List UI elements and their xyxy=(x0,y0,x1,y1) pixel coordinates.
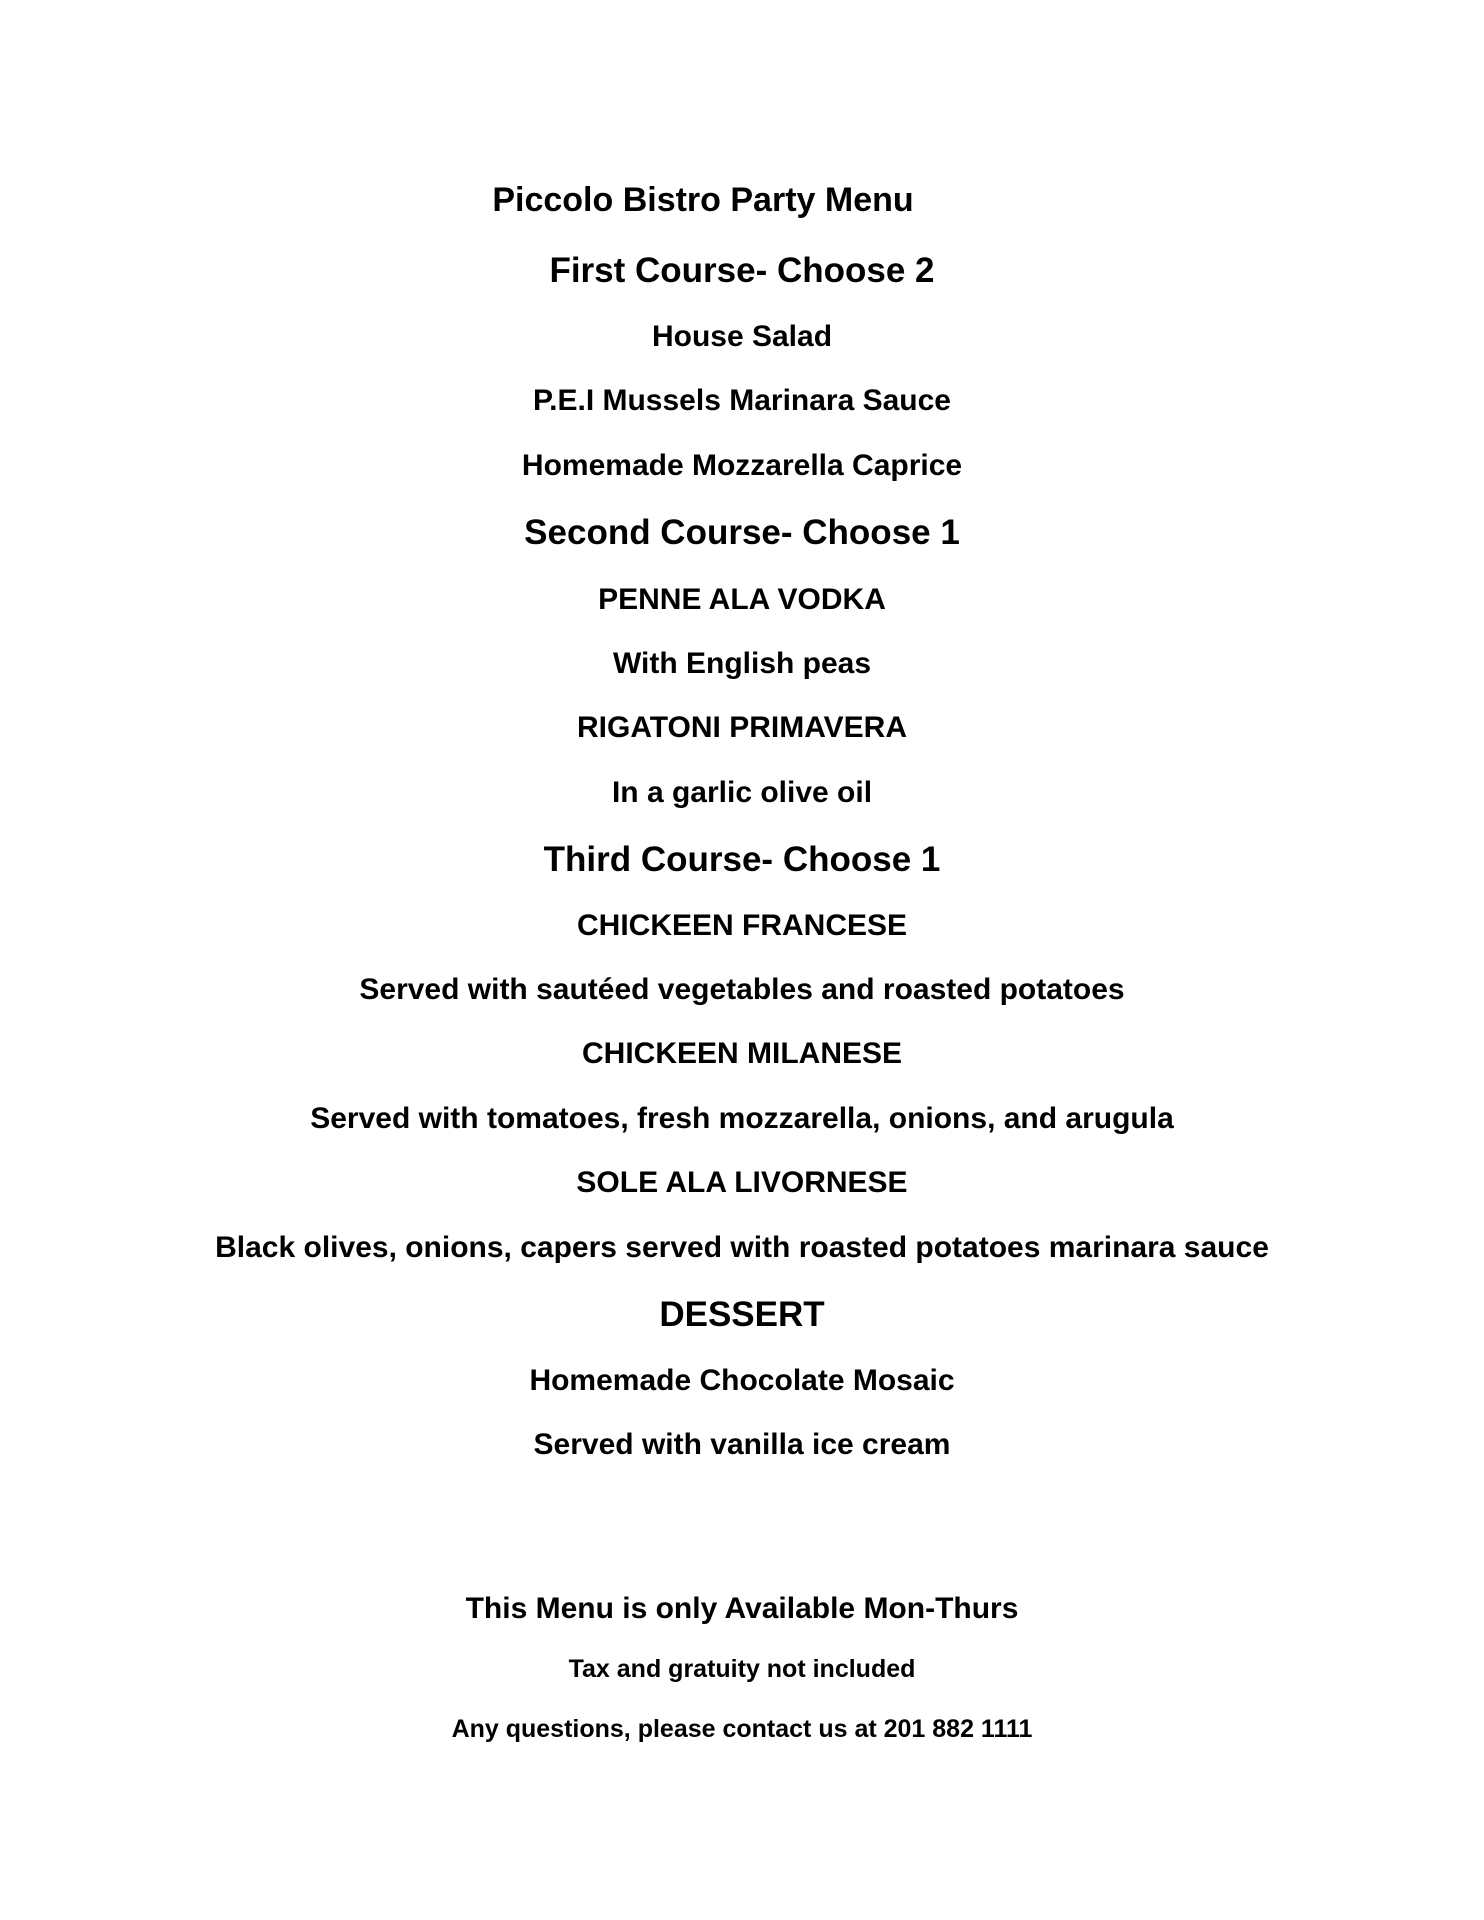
third-course-item-description: Served with sautéed vegetables and roasted potatoes xyxy=(359,973,1125,1006)
second-course-item-description: In a garlic olive oil xyxy=(611,776,873,809)
third-course-item: CHICKEEN MILANESE xyxy=(581,1037,903,1070)
third-course-item-description: Served with tomatoes, fresh mozzarella, onions, and arugula xyxy=(310,1102,1174,1135)
dessert-item: Homemade Chocolate Mosaic xyxy=(529,1364,955,1397)
third-course-heading: Third Course- Choose 1 xyxy=(543,840,941,879)
first-course-item: House Salad xyxy=(651,320,833,353)
contact-note: Any questions, please contact us at 201 882 1111 xyxy=(451,1715,1033,1743)
third-course-item-description: Black olives, onions, capers served with roasted potatoes marinara sauce xyxy=(215,1231,1269,1264)
second-course-item: RIGATONI PRIMAVERA xyxy=(576,711,907,744)
availability-note: This Menu is only Available Mon-Thurs xyxy=(465,1592,1019,1625)
second-course-item: PENNE ALA VODKA xyxy=(598,583,886,616)
dessert-heading: DESSERT xyxy=(659,1295,825,1334)
third-course-item: CHICKEEN FRANCESE xyxy=(576,909,908,942)
second-course-heading: Second Course- Choose 1 xyxy=(524,513,960,552)
first-course-item: P.E.I Mussels Marinara Sauce xyxy=(533,384,951,417)
second-course-item-description: With English peas xyxy=(612,647,872,680)
first-course-item: Homemade Mozzarella Caprice xyxy=(521,449,963,482)
menu-title: Piccolo Bistro Party Menu xyxy=(492,181,914,219)
first-course-heading: First Course- Choose 2 xyxy=(549,251,935,290)
third-course-item: SOLE ALA LIVORNESE xyxy=(576,1166,908,1199)
dessert-item-description: Served with vanilla ice cream xyxy=(533,1428,951,1461)
tax-note: Tax and gratuity not included xyxy=(568,1655,916,1683)
